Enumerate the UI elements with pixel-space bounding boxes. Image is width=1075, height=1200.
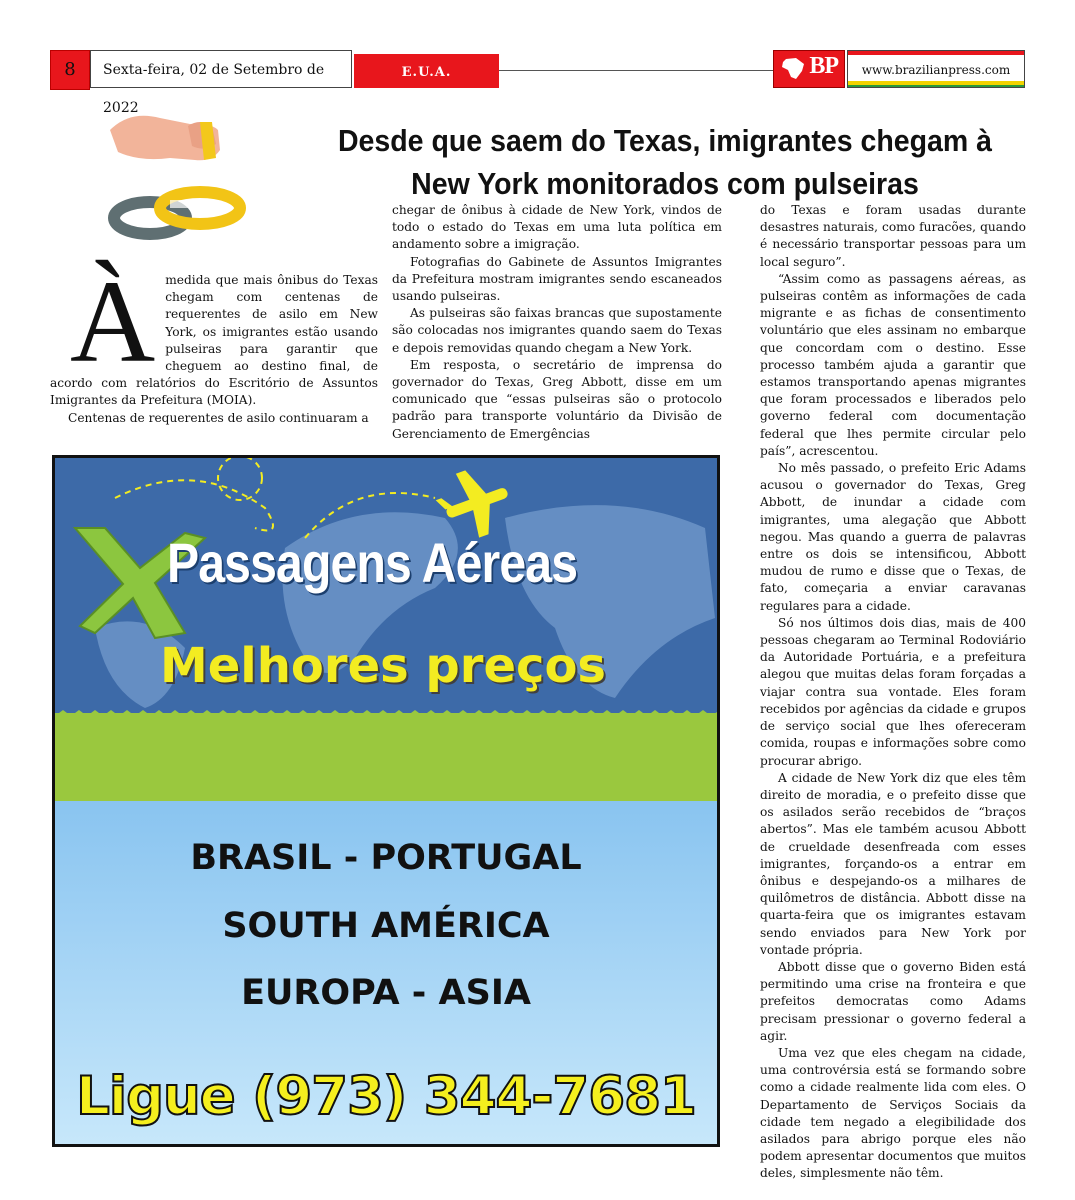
issue-date: Sexta-feira, 02 de Setembro de 2022 xyxy=(90,50,352,88)
logo-text: BP xyxy=(809,53,838,79)
wristband-photo xyxy=(100,100,255,248)
paragraph: Em resposta, o secretário de imprensa do governador do Texas, Greg Abbott, disse em um comunicado que “essas pulseiras são o protocolo padrão para transporte voluntário da Divisão de Gerenciamento de Emergências xyxy=(392,357,722,441)
ad-destinations-2: SOUTH AMÉRICA xyxy=(222,906,550,946)
paragraph: do Texas e foram usadas durante desastres naturais, como furacões, quando é necessário transportar pessoas para um local seguro”. xyxy=(760,203,1026,269)
article-headline: Desde que saem do Texas, imigrantes chegam à New York monitorados com pulseiras xyxy=(337,122,993,201)
ad-destinations-1: BRASIL - PORTUGAL xyxy=(190,838,582,878)
paragraph: Centenas de requerentes de asilo continuaram a xyxy=(68,410,369,425)
paragraph: Uma vez que eles chegam na cidade, uma controvérsia está se formando sobre como a cidade realmente lida com eles. O Departamento de Serviços Sociais da cidade tem negado a elegibilidade dos asilados para abrigo porque eles não podem apresentar documentos que muitos deles, simplesmente não têm. xyxy=(760,1045,1026,1181)
paragraph: Fotografias do Gabinete de Assuntos Imigrantes da Prefeitura mostram imigrantes sendo escaneados usando pulseiras. xyxy=(392,254,722,304)
site-url[interactable]: www.brazilianpress.com xyxy=(847,50,1025,88)
section-label: E.U.A. xyxy=(354,54,499,88)
page-header xyxy=(50,50,1025,116)
drop-cap: À xyxy=(70,256,156,387)
header-rule xyxy=(499,70,775,71)
ad-destinations-3: EUROPA - ASIA xyxy=(241,973,531,1013)
article-column-2 xyxy=(392,202,722,443)
brazil-map-icon xyxy=(780,57,806,81)
ad-subtitle: Melhores preços xyxy=(159,638,606,694)
travel-advertisement[interactable] xyxy=(52,455,720,1147)
paragraph: A cidade de New York diz que eles têm direito de moradia, e o prefeito disse que os asilados serão recebidos de “braços abertos”. Mas ele também acusou Abbott de crueldade desenfreada com esses imigrantes, forçando-os a entrar em ônibus e despejando-os a milhares de quilômetros de distância. Abbott disse na quarta-feira que os imigrantes estavam sendo enviados para New York por vontade própria. xyxy=(760,770,1026,957)
paragraph: As pulseiras são faixas brancas que supostamente são colocadas nos imigrantes quando saem do Texas e depois removidas quando chegam a New York. xyxy=(392,306,722,355)
lead-paragraph xyxy=(50,256,378,410)
ad-green-band xyxy=(55,713,717,803)
lead-text: medida que mais ônibus do Texas chegam com centenas de requerentes de asilo em New York, os imigrantes estão usando pulseiras para garantir que cheguem ao destino final, de acordo com relatórios do Escritório de Assuntos Imigrantes da Prefeitura (MOIA). xyxy=(50,273,378,408)
page-number: 8 xyxy=(50,50,90,90)
article-column-1 xyxy=(50,256,378,427)
paragraph: chegar de ônibus à cidade de New York, vindos de todo o estado do Texas em uma luta política em andamento sobre a imigração. xyxy=(392,203,722,252)
publication-logo xyxy=(773,50,845,88)
ad-title: Passagens Aéreas xyxy=(167,531,578,594)
article-column-3 xyxy=(760,202,1026,1183)
paragraph: No mês passado, o prefeito Eric Adams acusou o governador do Texas, Greg Abbott, de inundar a cidade com imigrantes, uma alegação que Abbott negou. Mas quando a guerra de palavras entre os dois se intensificou, Abbott mudou de rumo e disse que o Texas, de fato, começaria a enviar caravanas regulares para a cidade. xyxy=(760,461,1026,613)
ad-phone-number[interactable]: Ligue (973) 344-7681 xyxy=(76,1066,696,1127)
paragraph: Abbott disse que o governo Biden está permitindo uma crise na fronteira e que prefeitos democratas como Adams precisam pressionar o governo federal a agir. xyxy=(760,959,1026,1043)
paragraph: “Assim como as passagens aéreas, as pulseiras contêm as informações de cada migrante e as fichas de consentimento voluntário que eles assinam no embarque que concordam com o destino. Esse processo também ajuda a garantir que estamos transportando apenas migrantes que foram processados e liberados pelo governo federal com documentação federal que lhes permite circular pelo país”, acrescentou. xyxy=(760,271,1026,458)
paragraph: Só nos últimos dois dias, mais de 400 pessoas chegaram ao Terminal Rodoviário da Autoridade Portuária, e a prefeitura alegou que muitas delas foram forçadas a viajar contra sua vontade. Eles foram recebidos por agências da cidade e grupos de serviço social que lhes ofereceram comida, roupas e informações sobre como procurar abrigo. xyxy=(760,615,1026,768)
